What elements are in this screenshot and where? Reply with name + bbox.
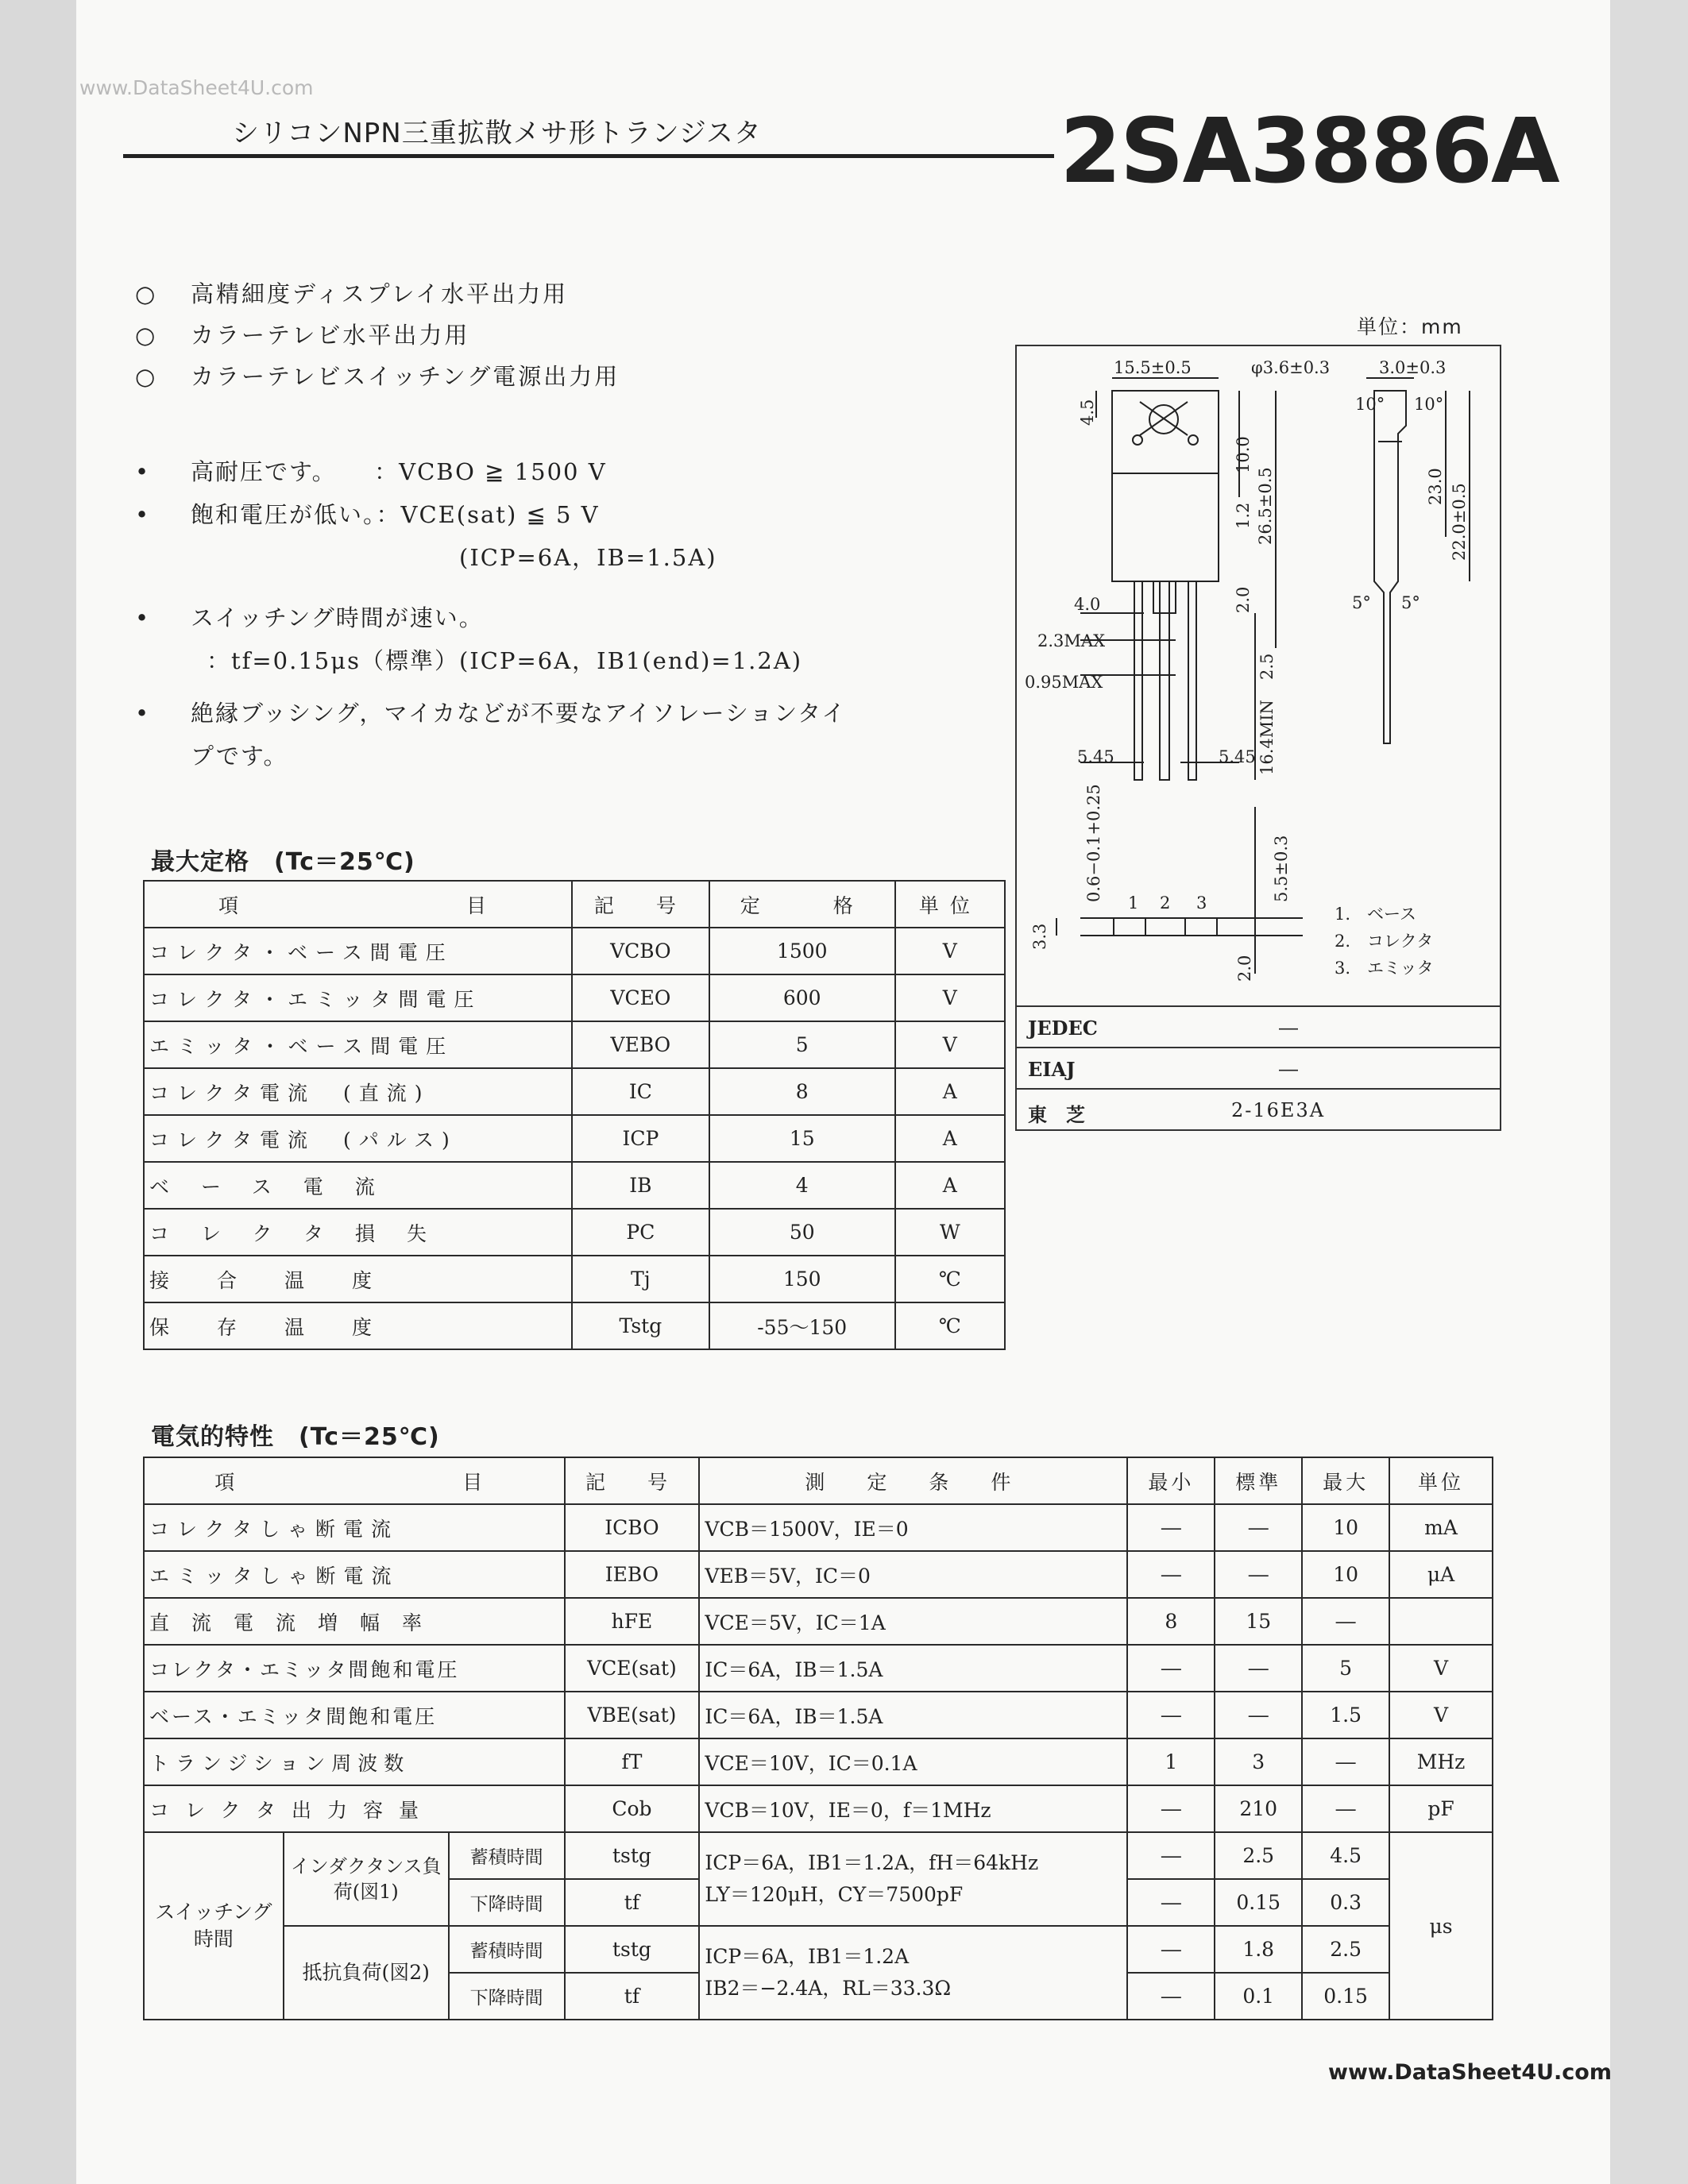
dim-label: φ3.6±0.3 [1251, 358, 1331, 377]
dim-label: 1.2 [1234, 502, 1253, 529]
max-ratings-title: 最大定格 (Tc＝25℃) [151, 848, 415, 876]
dim-label: 2.0 [1235, 955, 1254, 982]
table-row: コレクタ電流 (パルス) ICP 15 A [144, 1115, 1005, 1162]
max-ratings-table [143, 880, 1006, 1350]
pin-number: 3 [1196, 893, 1207, 913]
part-number: 2SA3886A [1060, 100, 1559, 203]
scan-margin-right [1610, 0, 1688, 2184]
electrical-title: 電気的特性 (Tc＝25℃) [151, 1423, 440, 1451]
feature-item-cont: プです。 [191, 743, 288, 770]
angle-label: 5° [1401, 593, 1420, 612]
package-outline-box [1015, 345, 1501, 1131]
feature-item-cont: ：tf=0.15μs（標準）(ICP=6A，IB1(end)=1.2A) [207, 647, 803, 674]
side-view [1374, 391, 1406, 743]
header-rule [123, 154, 1054, 158]
product-subtitle: シリコンNPN三重拡散メサ形トランジスタ [232, 118, 762, 149]
dim-label: 0.6−0.1+0.25 [1084, 784, 1103, 902]
table-row: 下降時間 tf ― 0.1 0.15 [144, 1973, 1493, 2020]
pin-legend: 1. ベース [1335, 905, 1416, 924]
electrical-table [143, 1457, 1493, 2020]
table-row: コレクタ出力容量 Cob VCB＝10V，IE＝0，f＝1MHz ― 210 ― pF [144, 1785, 1493, 1832]
applications-list [135, 276, 620, 400]
pin-number: 2 [1160, 893, 1171, 913]
table-header-row: 項 目 記 号 定 格 単位 [144, 881, 1005, 928]
feature-item: • スイッチング時間が速い。 [135, 604, 484, 631]
table-row: エミッタしゃ断電流 IEBO VEB＝5V，IC＝0 ― ― 10 μA [144, 1551, 1493, 1598]
switching-unit: μs [1389, 1832, 1493, 2020]
dim-label: 2.0 [1234, 586, 1253, 613]
table-row: コレクタしゃ断電流 ICBO VCB＝1500V，IE＝0 ― ― 10 mA [144, 1504, 1493, 1551]
unit-label: 単位：mm [1357, 315, 1463, 338]
table-row: 保存温度 Tstg -55～150 ℃ [144, 1302, 1005, 1349]
dim-label: 0.95MAX [1025, 673, 1103, 692]
table-row: ベース・エミッタ間飽和電圧 VBE(sat) IC＝6A，IB＝1.5A ― ― 1.5 V [144, 1692, 1493, 1738]
feature-item: • 絶縁ブッシング，マイカなどが不要なアイソレーションタイ [135, 700, 847, 727]
dim-label: 4.5 [1078, 399, 1097, 426]
dim-label: 2.5 [1257, 653, 1277, 680]
table-row: コレクタ電流 (直流) IC 8 A [144, 1068, 1005, 1115]
standard-row: JEDEC ― [1017, 1005, 1500, 1048]
feature-item-cont: (ICP=6A，IB=1.5A) [459, 544, 717, 571]
table-row: 下降時間 tf ― 0.15 0.3 [144, 1879, 1493, 1926]
package-drawing [1017, 346, 1500, 1005]
dim-label: 26.5±0.5 [1256, 467, 1275, 545]
dim-label: 5.45 [1219, 747, 1256, 766]
dim-label: 23.0 [1426, 468, 1445, 505]
dim-label: 3.3 [1030, 923, 1049, 950]
dim-label: 15.5±0.5 [1114, 358, 1192, 377]
angle-label: 10° [1355, 395, 1385, 414]
application-item: ○ 高精細度ディスプレイ水平出力用 [135, 280, 569, 307]
watermark-top[interactable]: www.DataSheet4U.com [79, 76, 314, 99]
dim-label: 16.4MIN [1257, 700, 1277, 775]
table-row: コレクタ損失 PC 50 W [144, 1209, 1005, 1256]
standard-row: EIAJ ― [1017, 1047, 1500, 1090]
watermark-bottom[interactable]: www.DataSheet4U.com [1328, 2060, 1612, 2085]
application-item: ○ カラーテレビ水平出力用 [135, 322, 470, 349]
pin-legend: 3. エミッタ [1335, 959, 1434, 978]
table-row: コレクタ・エミッタ間電圧 VCEO 600 V [144, 974, 1005, 1021]
dim-label: 5.5±0.3 [1272, 835, 1291, 902]
table-row: 接合温度 Tj 150 ℃ [144, 1256, 1005, 1302]
table-row: コレクタ・ベース間電圧 VCBO 1500 V [144, 928, 1005, 974]
dim-label: 22.0±0.5 [1450, 483, 1469, 561]
table-row: ベース電流 IB 4 A [144, 1162, 1005, 1209]
feature-item: • 高耐圧です。 ：VCBO ≧ 1500 V [135, 458, 607, 485]
table-row: 直流電流増幅率 hFE VCE＝5V，IC＝1A 8 15 ― [144, 1598, 1493, 1645]
angle-label: 5° [1352, 593, 1371, 612]
table-header-row: 項 目 記 号 測 定 条 件 最小 標準 最大 単位 [144, 1457, 1493, 1504]
lead-2 [1160, 581, 1169, 780]
dim-label: 10.0 [1234, 436, 1253, 473]
scan-margin-left [0, 0, 76, 2184]
pin-number: 1 [1128, 893, 1139, 913]
table-row: コレクタ・エミッタ間飽和電圧 VCE(sat) IC＝6A，IB＝1.5A ― ― 5 V [144, 1645, 1493, 1692]
lead-1 [1134, 581, 1142, 780]
standard-row: 東 芝 2-16E3A [1017, 1088, 1500, 1131]
pin-legend: 2. コレクタ [1335, 932, 1434, 951]
dim-label: 3.0±0.3 [1379, 358, 1447, 377]
switching-group-label: スイッチング時間 [144, 1832, 284, 2020]
dim-label: 2.3MAX [1037, 631, 1106, 650]
feature-list [135, 454, 847, 781]
angle-label: 10° [1414, 395, 1444, 414]
dim-label: 4.0 [1074, 595, 1101, 614]
dim-label: 5.45 [1077, 747, 1114, 766]
lead-3 [1188, 581, 1196, 780]
table-row: スイッチング時間 インダクタンス負荷(図1) 蓄積時間 tstg ICP＝6A，IB1＝1.2A，fH＝64kHz LY＝120μH，CY＝7500pF ― 2.5 4.5 μs [144, 1832, 1493, 1879]
feature-item: • 飽和電圧が低い。：VCE(sat) ≦ 5 V [135, 501, 600, 528]
application-item: ○ カラーテレビスイッチング電源出力用 [135, 363, 620, 390]
table-row: トランジション周波数 fT VCE＝10V，IC＝0.1A 1 3 ― MHz [144, 1738, 1493, 1785]
table-row: エミッタ・ベース間電圧 VEBO 5 V [144, 1021, 1005, 1068]
table-row: 抵抗負荷(図2) 蓄積時間 tstg ICP＝6A，IB1＝1.2A IB2＝−2.4A，RL＝33.3Ω ― 1.8 2.5 [144, 1926, 1493, 1973]
